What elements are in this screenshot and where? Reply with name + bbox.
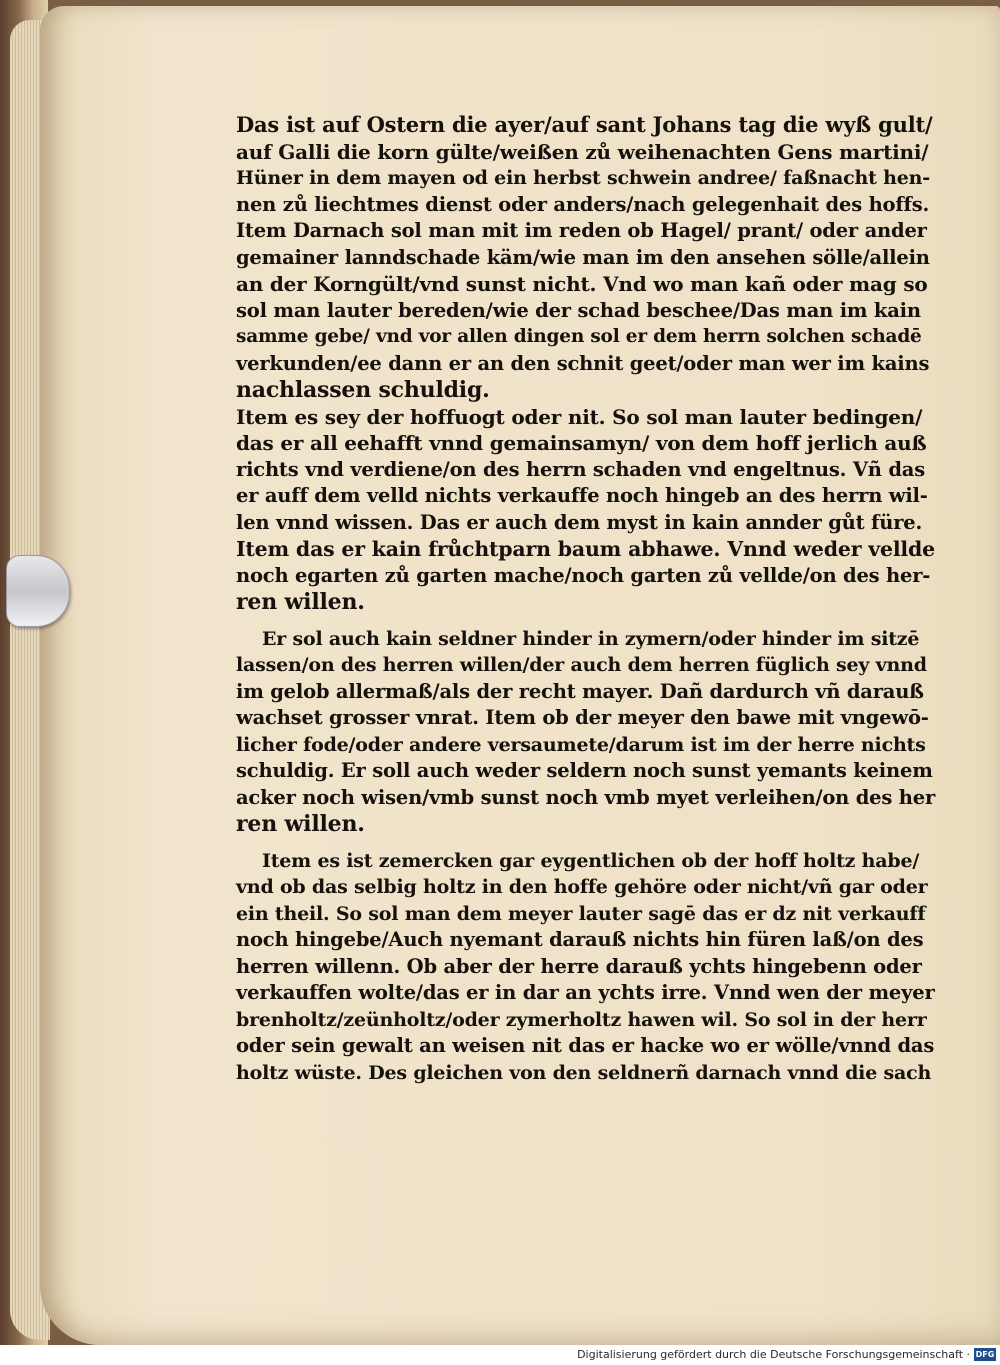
text-line: schuldig. Er soll auch weder seldern noch sunst yemants keinem — [236, 759, 933, 782]
text-line: samme gebe/ vnd vor allen dingen sol er dem herrn solchen schadē — [236, 326, 922, 347]
page-clip — [6, 555, 70, 627]
page-text-block — [236, 112, 936, 1086]
dfg-logo: DFG — [975, 1350, 995, 1359]
text-line: acker noch wisen/vmb sunst noch vmb myet verleihen/on des her — [236, 785, 936, 809]
text-line: verkunden/ee dann er an den schnit geet/oder man wer im kains — [236, 351, 930, 375]
text-line: ren willen. — [236, 811, 365, 837]
text-line: brenholtz/zeünholtz/oder zymerholtz hawen wil. So sol in der herr — [236, 1008, 927, 1031]
funding-notice: Digitalisierung gefördert durch die Deutsche Forschungsgemeinschaft · — [577, 1348, 970, 1361]
text-line: Er sol auch kain seldner hinder in zymern/oder hinder im sitzē — [262, 627, 920, 650]
text-line: richts vnd verdiene/on des herrn schaden vnd engeltnus. Vñ das — [236, 457, 925, 481]
text-line: auf Galli die korn gülte/weißen zů weihenachten Gens martini/ — [236, 139, 929, 164]
text-line: Item Darnach sol man mit im reden ob Hagel/ prant/ oder ander — [236, 219, 927, 242]
text-line: Item es ist zemercken gar eygentlichen ob der hoff holtz habe/ — [262, 849, 920, 872]
text-line: Item das er kain frůchtparn baum abhawe. Vnnd weder vellde — [236, 537, 935, 561]
text-line: das er all eehafft vnnd gemainsamyn/ von dem hoff jerlich auß — [236, 431, 927, 455]
text-line: len vnnd wissen. Das er auch dem myst in kain annder gůt füre. — [236, 510, 923, 534]
text-line: an der Korngült/vnd sunst nicht. Vnd wo man kañ oder mag so — [236, 272, 928, 296]
text-line: verkauffen wolte/das er in dar an ychts irre. Vnnd wen der meyer — [236, 981, 935, 1004]
text-line: nen zů liechtmes dienst oder anders/nach gelegenhait des hoffs. — [236, 192, 930, 216]
text-line: oder sein gewalt an weisen nit das er hacke wo er wölle/vnnd das — [236, 1034, 935, 1057]
text-line: lassen/on des herren willen/der auch dem herren füglich sey vnnd — [236, 654, 927, 676]
text-line: nachlassen schuldig. — [236, 377, 490, 403]
text-line: noch egarten zů garten mache/noch garten zů vellde/on des her- — [236, 563, 931, 587]
text-line: licher fode/oder andere versaumete/darum ist im der herre nichts — [236, 733, 926, 756]
text-line: sol man lauter bereden/wie der schad beschee/Das man im kain — [236, 298, 921, 322]
text-line: Item es sey der hoffuogt oder nit. So sol man lauter bedingen/ — [236, 404, 923, 429]
text-line: im gelob allermaß/als der recht mayer. Dañ dardurch vñ darauß — [236, 679, 924, 703]
text-line: gemainer lanndschade käm/wie man im den ansehen sölle/allein — [236, 245, 930, 269]
footer-bar — [0, 1345, 1000, 1365]
text-line: er auff dem velld nichts verkauffe noch hingeb an des herrn wil- — [236, 484, 928, 507]
text-line: Das ist auf Ostern die ayer/auf sant Johans tag die wyß gult/ — [236, 112, 933, 137]
text-line: wachset grosser vnrat. Item ob der meyer den bawe mit vngewō- — [236, 706, 929, 729]
text-line: herren willenn. Ob aber der herre darauß ychts hingebenn oder — [236, 954, 922, 978]
text-line: ren willen. — [236, 589, 365, 615]
text-line: holtz wüste. Des gleichen von den seldnerñ darnach vnnd die sach — [236, 1061, 932, 1084]
text-line: Hüner in dem mayen od ein herbst schwein andree/ faßnacht hen- — [236, 167, 930, 189]
text-line: vnd ob das selbig holtz in den hoffe gehöre oder nicht/vñ gar oder — [236, 876, 928, 898]
text-line: noch hingebe/Auch nyemant darauß nichts hin füren laß/on des — [236, 928, 924, 951]
text-line: ein theil. So sol man dem meyer lauter sagē das er dz nit verkauff — [236, 902, 926, 925]
